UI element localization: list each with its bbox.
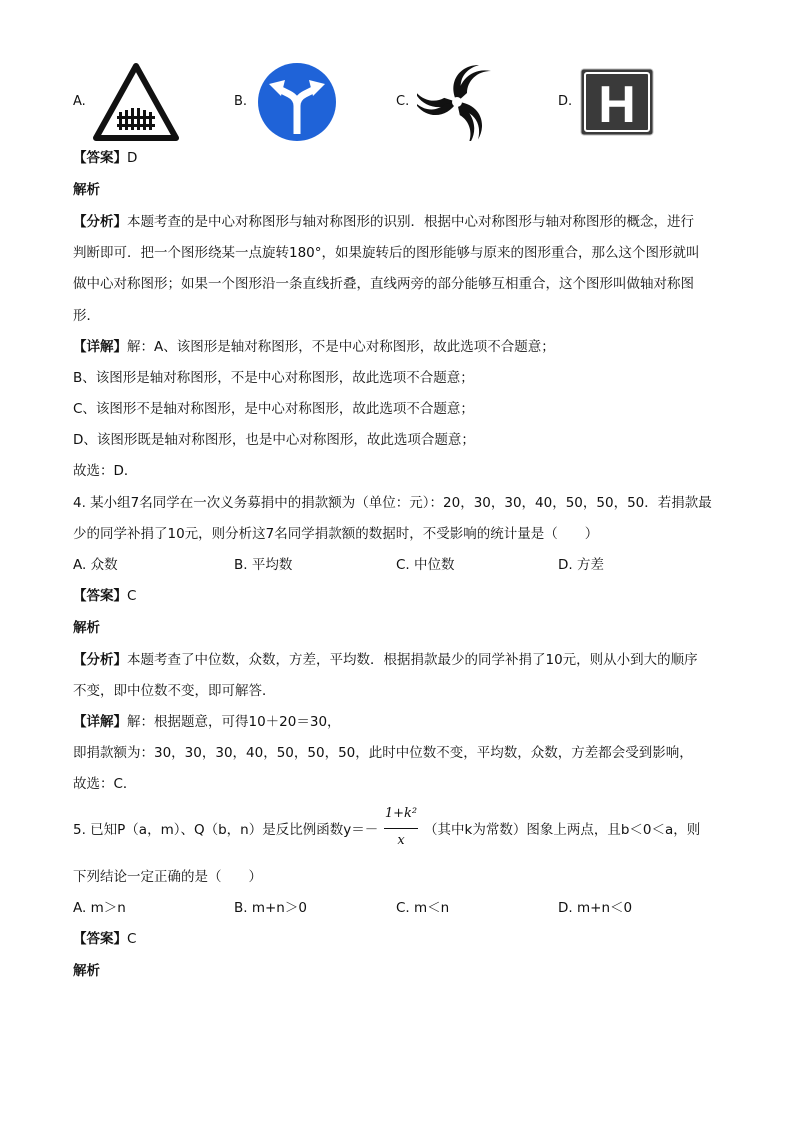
detail-tag: 【详解】 [73, 339, 127, 355]
q4-analysis-line-1 [73, 650, 698, 670]
q4-detail-line-2: 即捐款额为：30，30，30，40，50，50，50，此时中位数不变，平均数，众数，方差都会受到影响， [73, 745, 693, 761]
q4-analysis-line-2: 不变，即中位数不变，即可解答． [73, 683, 276, 699]
q3-answer [73, 148, 137, 168]
q5-stem-line-2: 下列结论一定正确的是（ ） [73, 869, 262, 885]
q5-stem-before: 5. 已知P（a，m）、Q（b，n）是反比例函数y＝－ [73, 822, 379, 838]
answer-value: C [127, 931, 137, 947]
analysis-heading: 解析 [73, 620, 100, 636]
q3-analysis-heading [73, 180, 100, 200]
swirl-logo-icon [417, 63, 497, 141]
analysis-heading: 解析 [73, 963, 100, 979]
q3-detail-line-1 [73, 337, 555, 357]
q5-analysis-heading [73, 961, 100, 981]
option-d-label: D. [558, 94, 573, 109]
q3-detail-line-5: 故选：D． [73, 463, 138, 479]
q5-option-a: A. m＞n [73, 900, 126, 916]
q4-analysis-heading [73, 618, 100, 638]
option-c-label: C. [396, 94, 410, 109]
q4-stem-line-2: 少的同学补捐了10元，则分析这7名同学捐款额的数据时，不受影响的统计量是（ ） [73, 526, 599, 542]
q5-fraction-denominator: x [397, 833, 405, 848]
analysis-tag: 【分析】 [73, 652, 127, 668]
answer-tag: 【答案】 [73, 150, 127, 166]
q4-option-a: A. 众数 [73, 557, 118, 573]
q4-answer [73, 586, 136, 606]
q4-option-c: C. 中位数 [396, 557, 455, 573]
q4-detail-line-3: 故选：C． [73, 776, 137, 792]
q4-stem-line-1: 4. 某小组7名同学在一次义务募捐中的捐款额为（单位：元）：20，30，30，40，50，50，50．若捐款最 [73, 495, 712, 511]
q3-analysis-line-3: 做中心对称图形；如果一个图形沿一条直线折叠，直线两旁的部分能够互相重合，这个图形叫做轴对称图 [73, 276, 694, 292]
q5-answer [73, 929, 136, 949]
q3-detail-line-4: D、该图形既是轴对称图形，也是中心对称图形，故此选项合题意； [73, 432, 475, 448]
q3-analysis-line-4: 形． [73, 308, 100, 324]
q3-analysis-line-2: 判断即可．把一个图形绕某一点旋转180°，如果旋转后的图形能够与原来的图形重合，那么这个图形就叫 [73, 245, 700, 261]
q5-option-d: D. m+n＜0 [558, 900, 633, 916]
answer-tag: 【答案】 [73, 588, 127, 604]
detail-text: 解：A、该图形是轴对称图形，不是中心对称图形，故此选项不合题意； [127, 339, 555, 355]
q4-option-d: D. 方差 [558, 557, 604, 573]
q3-detail-line-3: C、该图形不是轴对称图形，是中心对称图形，故此选项不合题意； [73, 401, 474, 417]
option-b-label: B. [234, 94, 248, 109]
q4-option-b: B. 平均数 [234, 557, 293, 573]
analysis-text: 本题考查了中位数，众数，方差，平均数．根据捐款最少的同学补捐了10元，则从小到大的顺序 [127, 652, 698, 668]
analysis-tag: 【分析】 [73, 214, 127, 230]
q3-detail-line-2: B、该图形是轴对称图形，不是中心对称图形，故此选项不合题意； [73, 370, 474, 386]
option-a-label: A. [73, 94, 86, 109]
answer-value: D [127, 150, 138, 166]
analysis-heading: 解析 [73, 182, 100, 198]
answer-tag: 【答案】 [73, 931, 127, 947]
hospital-sign-letter: H [598, 76, 636, 134]
q5-option-b: B. m+n＞0 [234, 900, 307, 916]
answer-value: C [127, 588, 137, 604]
q5-stem-after: （其中k为常数）图象上两点，且b＜0＜a，则 [424, 822, 701, 838]
hospital-sign-icon [580, 68, 654, 136]
q3-analysis-line-1 [73, 212, 694, 232]
q5-fraction-bar [384, 828, 418, 829]
railway-crossing-warning-sign-icon [92, 62, 180, 142]
detail-tag: 【详解】 [73, 714, 127, 730]
analysis-text: 本题考查的是中心对称图形与轴对称图形的识别．根据中心对称图形与轴对称图形的概念，进行 [127, 214, 694, 230]
q5-fraction-numerator: 1+k² [384, 806, 418, 821]
split-direction-sign-icon [255, 62, 339, 142]
q4-detail-line-1 [73, 712, 341, 732]
detail-text: 解：根据题意，可得10＋20＝30， [127, 714, 341, 730]
q5-option-c: C. m＜n [396, 900, 450, 916]
